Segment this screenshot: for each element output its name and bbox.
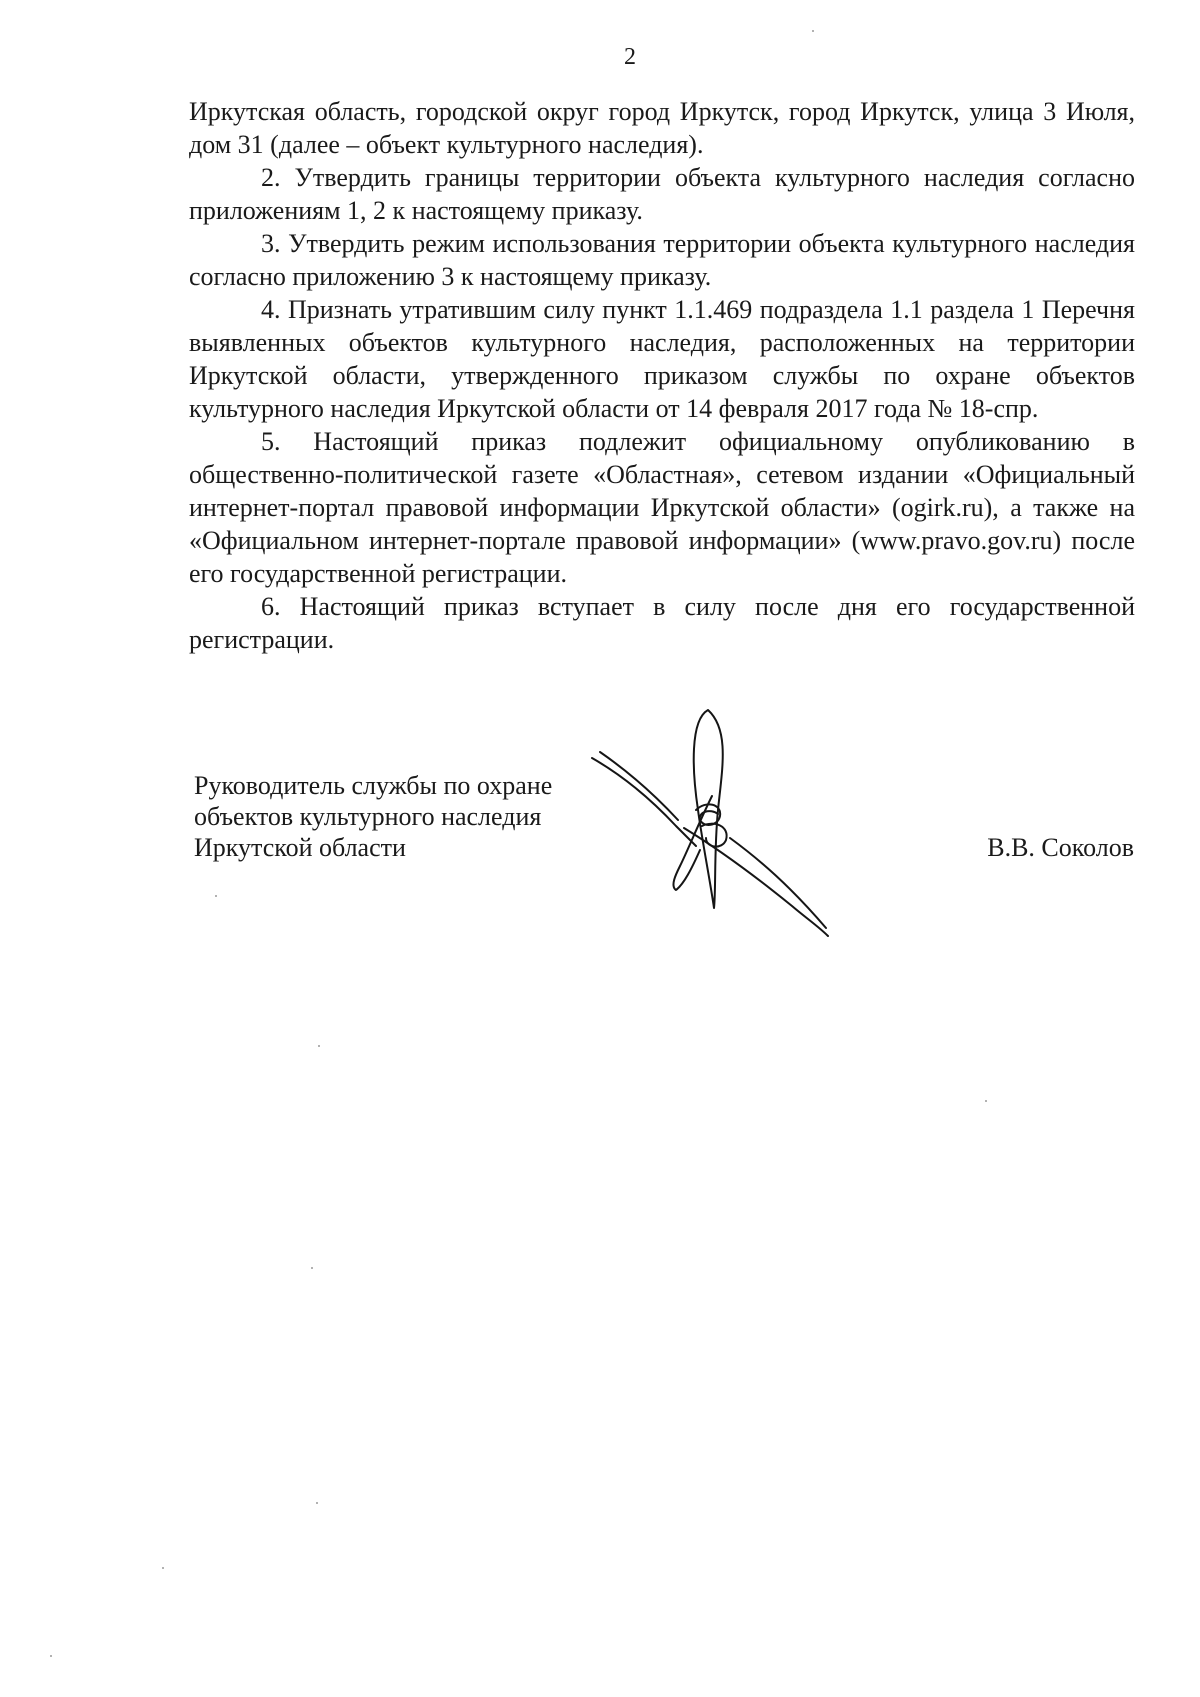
scan-speck bbox=[162, 1567, 164, 1569]
signature-stroke bbox=[600, 752, 678, 820]
document-body bbox=[189, 95, 1135, 656]
scan-speck bbox=[318, 1045, 320, 1047]
page-number: 2 bbox=[624, 44, 636, 70]
paragraph-item-4: 4. Признать утратившим силу пункт 1.1.469 подраздела 1.1 раздела 1 Перечня выявленных объектов культурного наследия, расположенных на территории Иркутской области, утвержденного приказом службы по охране объектов культурного наследия Иркутской области от 14 февраля 2017 года № 18-спр. bbox=[189, 295, 1135, 423]
signature-stroke bbox=[592, 758, 696, 846]
scan-speck bbox=[311, 1267, 313, 1269]
signatory-position bbox=[194, 770, 552, 863]
signature-stroke bbox=[684, 828, 828, 936]
handwritten-signature bbox=[580, 700, 840, 950]
scan-speck bbox=[215, 895, 217, 897]
signatory-position-line: объектов культурного наследия bbox=[194, 802, 542, 831]
scan-speck bbox=[812, 30, 814, 32]
paragraph-address-continuation: Иркутская область, городской округ город Иркутск, город Иркутск, улица 3 Июля, дом 31 (далее – объект культурного наследия). bbox=[189, 97, 1135, 159]
scan-speck bbox=[50, 1655, 52, 1657]
paragraph-item-2: 2. Утвердить границы территории объекта культурного наследия согласно приложениям 1, 2 к настоящему приказу. bbox=[189, 163, 1135, 225]
signer-name: В.В. Соколов bbox=[987, 833, 1134, 862]
signature-stroke bbox=[730, 838, 826, 928]
paragraph-item-5: 5. Настоящий приказ подлежит официальному опубликованию в общественно-политической газете «Областная», сетевом издании «Официальный интернет-портал правовой информации Иркутской области» (ogirk.ru), а также на «Официальном интернет-портале правовой информации» (www.pravo.gov.ru) после его государственной регистрации. bbox=[189, 427, 1135, 588]
paragraph-item-3: 3. Утвердить режим использования территории объекта культурного наследия согласно приложению 3 к настоящему приказу. bbox=[189, 229, 1135, 291]
scan-speck bbox=[316, 1502, 318, 1504]
signature-stroke bbox=[702, 824, 727, 847]
scan-speck bbox=[985, 1100, 987, 1102]
signatory-position-line: Руководитель службы по охране bbox=[194, 771, 553, 800]
signatory-position-line: Иркутской области bbox=[194, 833, 406, 862]
paragraph-item-6: 6. Настоящий приказ вступает в силу после дня его государственной регистрации. bbox=[189, 592, 1135, 654]
